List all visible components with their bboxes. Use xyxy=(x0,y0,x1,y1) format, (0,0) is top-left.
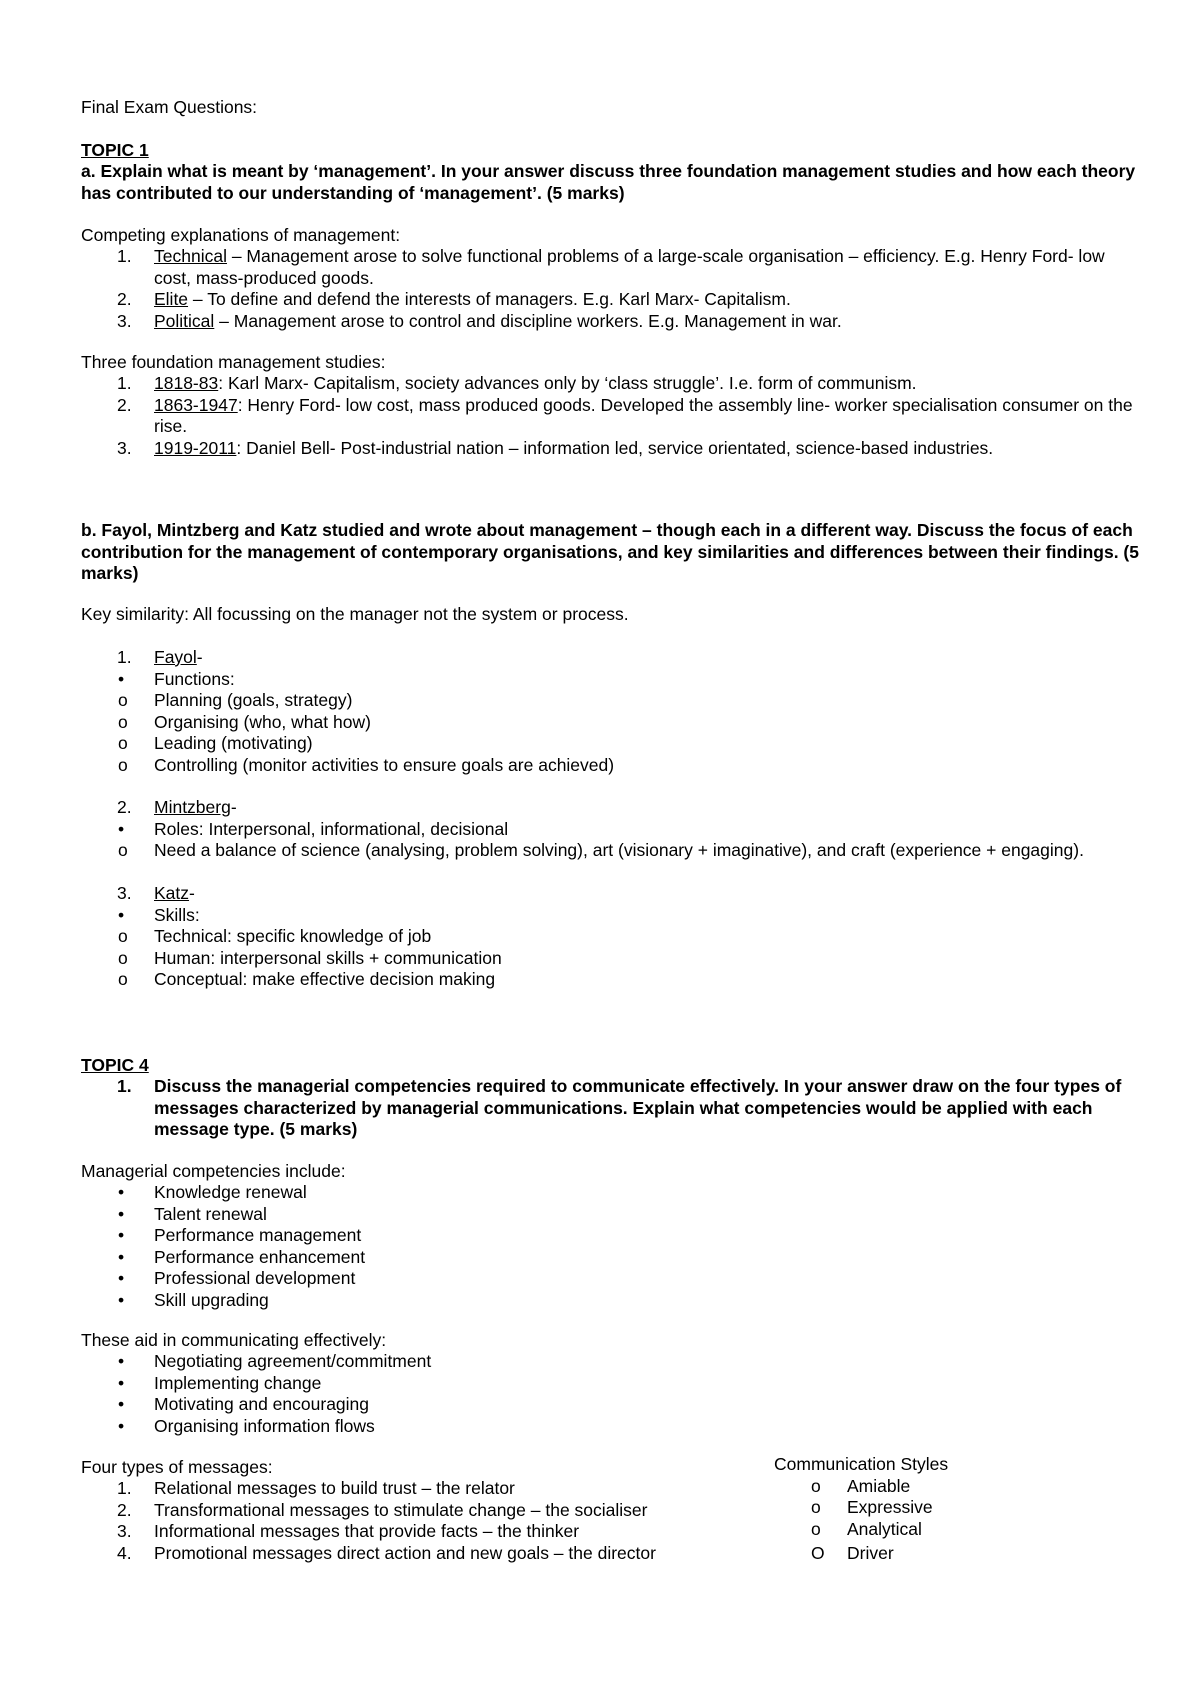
aid-intro: These aid in communicating effectively: xyxy=(81,1330,387,1350)
description: : Karl Marx- Capitalism, society advances only by ‘class struggle’. I.e. form of communism. xyxy=(218,373,917,393)
description: – Management arose to solve functional problems of a large-scale organisation – efficiency. E.g. Henry Ford- low cost, mass-produced goods. xyxy=(154,246,1105,288)
list-item xyxy=(81,797,1161,819)
circle-bullet-icon: o xyxy=(118,754,128,775)
circle-bullet-icon: o xyxy=(118,969,128,989)
list-item xyxy=(774,1543,1074,1565)
list-item xyxy=(81,1290,781,1312)
list-item xyxy=(81,373,1141,395)
item-text: Motivating and encouraging xyxy=(154,1394,370,1414)
item-text: Negotiating agreement/commitment xyxy=(154,1351,432,1371)
document-title: Final Exam Questions: xyxy=(81,97,258,117)
item-text: Organising (who, what how) xyxy=(154,711,371,732)
term: Technical xyxy=(154,246,227,266)
author-suffix: - xyxy=(189,883,195,903)
topic-1-heading: TOPIC 1 xyxy=(81,140,149,160)
circle-bullet-icon: o xyxy=(118,926,128,946)
list-number: 3. xyxy=(117,1521,132,1541)
list-item xyxy=(81,1394,781,1416)
item-text: Informational messages that provide facts – the thinker xyxy=(154,1521,580,1541)
author-name: Mintzberg xyxy=(154,797,231,817)
item-text: Technical: specific knowledge of job xyxy=(154,926,432,946)
circle-bullet-icon: o xyxy=(118,690,128,710)
item-text: Transformational messages to stimulate change – the socialiser xyxy=(154,1499,648,1520)
list-item xyxy=(81,669,1141,691)
list-number: 3. xyxy=(117,310,132,331)
author-suffix: - xyxy=(196,647,203,667)
list-number: 2. xyxy=(117,1499,132,1520)
term: Political xyxy=(154,310,215,331)
list-item xyxy=(81,246,1141,289)
list-item xyxy=(81,1416,781,1438)
list-item xyxy=(81,1543,781,1565)
list-number: 2. xyxy=(117,797,132,817)
circle-bullet-icon: o xyxy=(811,1518,821,1539)
list-item xyxy=(81,1521,781,1543)
description: : Daniel Bell- Post-industrial nation – information led, service orientated, science-based industries. xyxy=(236,437,994,458)
studies-intro: Three foundation management studies: xyxy=(81,352,386,372)
list-item xyxy=(81,395,1141,438)
list-item xyxy=(774,1497,1074,1519)
circle-bullet-icon: o xyxy=(811,1475,821,1496)
circle-bullet-icon: o xyxy=(118,840,128,860)
item-text: Driver xyxy=(847,1543,894,1563)
item-text: Analytical xyxy=(847,1518,922,1539)
list-item xyxy=(81,905,1141,927)
item-text: Roles: Interpersonal, informational, decisional xyxy=(154,818,509,839)
list-item xyxy=(81,1373,781,1395)
bullet-icon: • xyxy=(118,1394,125,1414)
item-text: Skill upgrading xyxy=(154,1289,269,1310)
circle-bullet-icon: o xyxy=(118,733,128,753)
list-number: 1. xyxy=(117,647,132,667)
item-text: Knowledge renewal xyxy=(154,1182,307,1202)
list-item xyxy=(81,647,1141,669)
styles-title: Communication Styles xyxy=(774,1454,949,1474)
topic-4-heading: TOPIC 4 xyxy=(81,1055,149,1075)
list-item xyxy=(81,1204,781,1226)
list-number: 1. xyxy=(117,1076,132,1096)
competencies-intro: Managerial competencies include: xyxy=(81,1161,346,1181)
item-text: Controlling (monitor activities to ensure goals are achieved) xyxy=(154,754,615,775)
list-item xyxy=(774,1519,1074,1541)
list-item xyxy=(81,948,1141,970)
list-item xyxy=(81,1182,781,1204)
katz-section xyxy=(81,883,1141,991)
list-item xyxy=(81,969,1141,991)
bullet-icon: • xyxy=(118,1372,125,1393)
competing-intro: Competing explanations of management: xyxy=(81,225,401,245)
item-text: Organising information flows xyxy=(154,1415,375,1436)
list-item xyxy=(81,840,1161,862)
bullet-icon: • xyxy=(118,1289,125,1310)
circle-bullet-icon: o xyxy=(118,711,128,732)
bullet-icon: • xyxy=(118,1268,125,1288)
messages-list xyxy=(81,1478,781,1564)
bullet-icon: • xyxy=(118,1246,125,1267)
list-item xyxy=(81,289,1141,311)
bullet-icon: • xyxy=(118,818,125,839)
bullet-icon: • xyxy=(118,1182,125,1202)
list-item xyxy=(81,733,1141,755)
list-item xyxy=(774,1476,1074,1498)
author-name: Fayol xyxy=(154,647,197,667)
bullet-icon: • xyxy=(118,1225,125,1245)
item-text: Leading (motivating) xyxy=(154,733,313,753)
item-text: Performance enhancement xyxy=(154,1246,366,1267)
term: 1863-1947 xyxy=(154,394,238,415)
item-text: Planning (goals, strategy) xyxy=(154,690,353,710)
list-item xyxy=(81,1478,781,1500)
bullet-icon: • xyxy=(118,1351,125,1371)
list-number: 3. xyxy=(117,883,132,903)
term: 1818-83 xyxy=(154,373,219,393)
item-text: Skills: xyxy=(154,904,200,925)
list-item xyxy=(81,1247,781,1269)
list-number: 1. xyxy=(117,246,132,266)
item-text: Human: interpersonal skills + communication xyxy=(154,947,502,968)
list-number: 2. xyxy=(117,289,132,309)
item-text: Promotional messages direct action and new goals – the director xyxy=(154,1542,656,1563)
list-item xyxy=(81,1500,781,1522)
list-number: 1. xyxy=(117,1478,132,1498)
question-1a: a. Explain what is meant by ‘management’. In your answer discuss three foundation management studies and how each theory has contributed to our understanding of ‘management’. (5 marks) xyxy=(81,161,1136,203)
item-text: Expressive xyxy=(847,1497,933,1517)
description: – To define and defend the interests of managers. E.g. Karl Marx- Capitalism. xyxy=(188,289,791,309)
bullet-icon: • xyxy=(118,1415,125,1436)
list-item xyxy=(81,690,1141,712)
item-text: Need a balance of science (analysing, problem solving), art (visionary + imaginative), and craft (experience + engaging). xyxy=(154,840,1084,860)
circle-bullet-icon: o xyxy=(118,947,128,968)
term: Elite xyxy=(154,289,189,309)
term: 1919-2011 xyxy=(154,437,237,458)
key-similarity: Key similarity: All focussing on the manager not the system or process. xyxy=(81,604,629,624)
item-text: Professional development xyxy=(154,1268,356,1288)
author-suffix: - xyxy=(230,797,237,817)
bullet-icon: • xyxy=(118,668,125,689)
list-item xyxy=(81,1225,781,1247)
item-text: Amiable xyxy=(847,1475,911,1496)
fayol-section xyxy=(81,647,1141,776)
item-text: Functions: xyxy=(154,668,235,689)
mintzberg-section xyxy=(81,797,1161,862)
question-1b: b. Fayol, Mintzberg and Katz studied and wrote about management – though each in a different way. Discuss the focus of each contribution for the management of contemporary organisations, and key similarities and differences between their findings. (5 marks) xyxy=(81,520,1139,583)
list-item xyxy=(81,883,1141,905)
competencies-list xyxy=(81,1182,781,1311)
communication-styles xyxy=(774,1454,1074,1565)
messages-intro: Four types of messages: xyxy=(81,1457,273,1477)
list-item xyxy=(81,311,1141,333)
circle-bullet-icon: O xyxy=(811,1543,825,1563)
list-item xyxy=(81,1351,781,1373)
list-number: 4. xyxy=(117,1542,132,1563)
bullet-icon: • xyxy=(118,1203,125,1224)
list-item xyxy=(81,926,1141,948)
item-text: Implementing change xyxy=(154,1372,322,1393)
list-item xyxy=(81,755,1141,777)
list-number: 1. xyxy=(117,373,132,393)
description: : Henry Ford- low cost, mass produced goods. Developed the assembly line- worker specialisation consumer on the rise. xyxy=(154,394,1133,436)
item-text: Talent renewal xyxy=(154,1203,267,1224)
studies-list xyxy=(81,373,1141,459)
item-text: Relational messages to build trust – the relator xyxy=(154,1478,515,1498)
author-name: Katz xyxy=(154,883,190,903)
list-item xyxy=(81,712,1141,734)
circle-bullet-icon: o xyxy=(811,1497,821,1517)
aid-list xyxy=(81,1351,781,1437)
question-row xyxy=(81,1076,1141,1141)
description: – Management arose to control and discipline workers. E.g. Management in war. xyxy=(214,310,842,331)
bullet-icon: • xyxy=(118,904,125,925)
item-text: Conceptual: make effective decision making xyxy=(154,969,496,989)
question-4-1 xyxy=(81,1076,1141,1141)
list-item xyxy=(81,1268,781,1290)
list-number: 2. xyxy=(117,394,132,415)
item-text: Performance management xyxy=(154,1225,362,1245)
competing-list xyxy=(81,246,1141,332)
question-text: Discuss the managerial competencies required to communicate effectively. In your answer draw on the four types of messages characterized by managerial communications. Explain what competencies would be applied with each message type. (5 marks) xyxy=(154,1076,1122,1139)
list-item xyxy=(81,438,1141,460)
list-item xyxy=(81,819,1161,841)
list-number: 3. xyxy=(117,437,132,458)
